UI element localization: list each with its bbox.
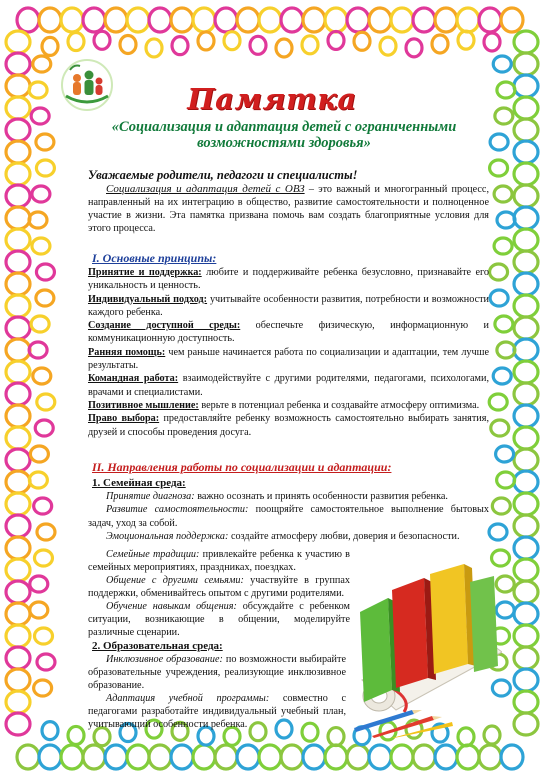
border-ring	[6, 537, 30, 559]
border-ring	[391, 745, 413, 769]
education-term: Адаптация учебной программы:	[106, 693, 270, 704]
border-ring	[457, 8, 479, 32]
border-ring	[37, 524, 55, 540]
border-ring	[6, 119, 30, 141]
family-term: Развитие самостоятельности:	[106, 504, 249, 516]
border-ring	[33, 56, 51, 72]
border-ring	[36, 290, 54, 306]
border-ring	[29, 342, 47, 358]
border-ring	[6, 339, 30, 361]
border-ring	[479, 8, 501, 32]
border-ring	[303, 8, 325, 32]
border-ring	[215, 745, 237, 769]
books-illustration-icon	[352, 560, 502, 738]
principle-term: Командная работа:	[88, 373, 179, 385]
border-ring	[490, 160, 508, 176]
border-ring	[514, 647, 538, 669]
border-ring	[6, 449, 30, 471]
border-ring	[281, 745, 303, 769]
border-ring	[491, 420, 509, 436]
family-item	[88, 490, 489, 503]
border-ring	[6, 581, 30, 603]
border-ring	[514, 361, 538, 383]
border-ring	[514, 53, 538, 75]
intro-text: – это важный и многогранный процесс, направленный на их интеграцию в общество, развитие самостоятельности и полноценное участие в жизни. Эта памятка призвана помочь вам создать благоприятные условия для этого процесса.	[88, 184, 489, 234]
family-item	[88, 548, 350, 574]
principle-term: Ранняя помощь:	[88, 346, 166, 358]
principle-term: Индивидуальный подход:	[88, 293, 208, 305]
principle-text: чем раньше начинается работа по социализации и адаптации, тем лучше результаты.	[88, 346, 489, 372]
border-ring	[369, 8, 391, 32]
border-ring	[32, 238, 50, 254]
border-ring	[215, 8, 237, 32]
border-ring	[31, 316, 49, 332]
border-ring	[497, 212, 515, 228]
border-ring	[413, 8, 435, 32]
principle-item	[88, 372, 489, 399]
border-ring	[514, 141, 538, 163]
border-ring	[281, 8, 303, 32]
principle-item	[88, 399, 489, 412]
family-text: важно осознать и принять особенности развития ребенка.	[194, 491, 448, 502]
border-ring	[30, 576, 48, 592]
border-ring	[172, 37, 188, 55]
border-ring	[33, 368, 51, 384]
border-ring	[171, 745, 193, 769]
border-ring	[30, 602, 48, 618]
border-ring	[494, 238, 512, 254]
border-ring	[6, 163, 30, 185]
border-ring	[193, 745, 215, 769]
border-ring	[514, 691, 538, 713]
border-ring	[259, 745, 281, 769]
border-ring	[514, 383, 538, 405]
border-ring	[458, 31, 474, 49]
border-ring	[32, 186, 50, 202]
border-ring	[36, 264, 54, 280]
border-ring	[35, 420, 53, 436]
border-ring	[276, 39, 292, 57]
border-ring	[494, 186, 512, 202]
border-ring	[6, 207, 30, 229]
border-ring	[435, 745, 457, 769]
principle-text: любите и поддерживайте ребенка безусловно, признавайте его уникальность и ценность.	[88, 267, 489, 292]
border-ring	[6, 691, 30, 713]
border-ring	[6, 559, 30, 581]
border-ring	[193, 8, 215, 32]
border-ring	[406, 39, 422, 57]
border-ring	[34, 680, 52, 696]
family-term: Эмоциональная поддержка:	[106, 530, 229, 542]
border-ring	[83, 745, 105, 769]
border-ring	[489, 524, 507, 540]
border-ring	[6, 405, 30, 427]
border-ring	[490, 134, 508, 150]
border-ring	[6, 625, 30, 647]
border-ring	[6, 713, 30, 735]
section2-heading: II. Направления работы по социализации и адаптации:	[92, 460, 392, 474]
border-ring	[514, 603, 538, 625]
border-ring	[37, 394, 55, 410]
principle-text: обеспечьте физическую, информационную и коммуникационную доступность.	[88, 320, 489, 345]
border-ring	[413, 745, 435, 769]
principle-item	[88, 346, 489, 373]
border-ring	[34, 628, 52, 644]
border-ring	[328, 31, 344, 49]
border-ring	[127, 745, 149, 769]
border-ring	[497, 342, 515, 358]
border-ring	[514, 229, 538, 251]
border-ring	[514, 339, 538, 361]
border-ring	[29, 212, 47, 228]
border-ring	[105, 745, 127, 769]
education-item	[88, 653, 346, 692]
family-text: поощряйте самостоятельное выполнение бытовых задач, уход за собой.	[88, 504, 489, 529]
border-ring	[149, 8, 171, 32]
border-ring	[514, 537, 538, 559]
border-ring	[457, 745, 479, 769]
border-ring	[514, 119, 538, 141]
family-item	[88, 600, 350, 639]
border-ring	[490, 290, 508, 306]
family-item	[88, 503, 489, 530]
principles-list	[88, 266, 489, 439]
border-ring	[94, 31, 110, 49]
border-ring	[514, 515, 538, 537]
border-ring	[6, 53, 30, 75]
border-ring	[391, 8, 413, 32]
border-ring	[325, 8, 347, 32]
family-term: Семейные традиции:	[106, 549, 200, 560]
border-ring	[490, 264, 508, 280]
border-ring	[484, 33, 500, 51]
border-ring	[17, 8, 39, 32]
border-ring	[493, 368, 511, 384]
border-ring	[146, 39, 162, 57]
family-item	[88, 574, 350, 600]
border-ring	[514, 273, 538, 295]
page-subtitle: «Социализация и адаптация детей с ограниченными возможностями здоровья»	[111, 119, 457, 151]
border-ring	[514, 207, 538, 229]
border-ring	[39, 745, 61, 769]
principle-term: Принятие и поддержка:	[88, 267, 202, 278]
border-ring	[237, 745, 259, 769]
border-ring	[120, 35, 136, 53]
border-ring	[259, 8, 281, 32]
border-ring	[6, 141, 30, 163]
principle-term: Позитивное мышление:	[88, 399, 199, 411]
border-ring	[149, 745, 171, 769]
border-ring	[514, 405, 538, 427]
border-ring	[514, 295, 538, 317]
border-ring	[514, 625, 538, 647]
border-ring	[514, 163, 538, 185]
family-text: создайте атмосферу любви, доверия и безопасности.	[228, 530, 460, 542]
border-ring	[514, 31, 538, 53]
principle-term: Создание доступной среды:	[88, 320, 241, 332]
border-ring	[514, 581, 538, 603]
principle-text: учитывайте особенности развития, потребности и возможности каждого ребенка.	[88, 293, 489, 318]
principle-item	[88, 412, 489, 439]
border-ring	[237, 8, 259, 32]
border-ring	[42, 37, 58, 55]
border-ring	[17, 745, 39, 769]
border-ring	[303, 745, 325, 769]
intro-lead: Социализация и адаптация детей с ОВЗ	[106, 183, 305, 195]
border-ring	[501, 8, 523, 32]
border-ring	[6, 383, 30, 405]
section1-heading: I. Основные принципы:	[92, 251, 217, 265]
border-ring	[493, 56, 511, 72]
border-ring	[61, 745, 83, 769]
border-ring	[432, 35, 448, 53]
border-ring	[492, 498, 510, 514]
border-ring	[6, 515, 30, 537]
border-ring	[354, 32, 370, 50]
family-item	[88, 530, 489, 543]
family-text: обсуждайте с ребенком ситуации, возникающие в общении, моделируйте различные сценарии.	[88, 601, 350, 638]
border-ring	[6, 317, 30, 339]
border-ring	[250, 36, 266, 54]
border-ring	[36, 134, 54, 150]
principle-item	[88, 293, 489, 320]
border-ring	[6, 647, 30, 669]
border-ring	[435, 8, 457, 32]
border-ring	[198, 32, 214, 50]
greeting: Уважаемые родители, педагоги и специалисты!	[88, 168, 358, 182]
border-ring	[514, 317, 538, 339]
border-ring	[127, 8, 149, 32]
family-list-wide	[88, 490, 489, 543]
border-ring	[39, 8, 61, 32]
border-ring	[29, 472, 47, 488]
border-ring	[61, 8, 83, 32]
border-ring	[37, 654, 55, 670]
principle-text: взаимодействуйте с другими родителями, педагогами, психологами, врачами и специалистами.	[88, 373, 489, 398]
border-ring	[514, 493, 538, 515]
intro-paragraph	[88, 183, 489, 235]
principle-text: верьте в потенциал ребенка и создавайте атмосферу оптимизма.	[198, 399, 480, 411]
border-ring	[6, 669, 30, 691]
border-ring	[514, 471, 538, 493]
border-ring	[34, 550, 52, 566]
border-ring	[347, 745, 369, 769]
family-text: участвуйте в группах поддержки, обменивайтесь опытом с другими родителями.	[88, 575, 350, 599]
border-ring	[6, 361, 30, 383]
border-ring	[496, 446, 514, 462]
principle-item	[88, 319, 489, 346]
education-text: по возможности выбирайте образовательные учреждения, реализующие инклюзивное образование.	[88, 654, 346, 691]
border-ring	[6, 295, 30, 317]
family-term: Принятие диагноза:	[106, 491, 195, 502]
border-ring	[83, 8, 105, 32]
principle-item	[88, 266, 489, 293]
education-list	[88, 653, 346, 731]
border-ring	[6, 229, 30, 251]
education-heading: 2. Образовательная среда:	[92, 640, 223, 652]
page-title: Памятка	[187, 82, 357, 116]
border-ring	[369, 745, 391, 769]
border-ring	[6, 493, 30, 515]
border-ring	[6, 31, 30, 53]
border-ring	[68, 726, 84, 744]
family-text: привлекайте ребенка к участию в семейных мероприятиях, праздниках, поездках.	[88, 549, 350, 573]
border-ring	[30, 446, 48, 462]
family-term: Обучение навыкам общения:	[106, 601, 237, 612]
border-ring	[514, 669, 538, 691]
border-ring	[6, 185, 30, 207]
border-ring	[380, 37, 396, 55]
border-ring	[514, 449, 538, 471]
border-ring	[514, 559, 538, 581]
border-ring	[514, 251, 538, 273]
border-ring	[105, 8, 127, 32]
border-ring	[6, 273, 30, 295]
border-ring	[501, 745, 523, 769]
border-ring	[497, 472, 515, 488]
border-ring	[42, 722, 58, 740]
principle-text: предоставляйте ребенку возможность самостоятельно выбирать занятия, друзей и способы проведения досуга.	[88, 413, 489, 438]
border-ring	[489, 394, 507, 410]
family-term: Общение с другими семьями:	[106, 575, 244, 586]
border-ring	[514, 713, 538, 735]
border-ring	[6, 471, 30, 493]
border-ring	[34, 498, 52, 514]
border-ring	[514, 427, 538, 449]
border-ring	[479, 745, 501, 769]
family-list-narrow	[88, 548, 350, 639]
pencils-icon	[354, 710, 453, 738]
education-item	[88, 692, 346, 731]
border-ring	[224, 32, 240, 50]
border-ring	[68, 33, 84, 51]
border-ring	[6, 427, 30, 449]
family-heading: 1. Семейная среда:	[92, 477, 186, 489]
border-ring	[6, 251, 30, 273]
border-ring	[6, 603, 30, 625]
border-ring	[36, 160, 54, 176]
principle-term: Право выбора:	[88, 413, 160, 425]
border-ring	[495, 316, 513, 332]
border-ring	[302, 36, 318, 54]
border-ring	[325, 745, 347, 769]
border-ring	[171, 8, 193, 32]
border-ring	[514, 185, 538, 207]
education-text: совместно с педагогами разработайте индивидуальный учебный план, учитывающий особенности ребенка.	[88, 693, 347, 730]
education-term: Инклюзивное образование:	[106, 654, 223, 665]
border-ring	[347, 8, 369, 32]
